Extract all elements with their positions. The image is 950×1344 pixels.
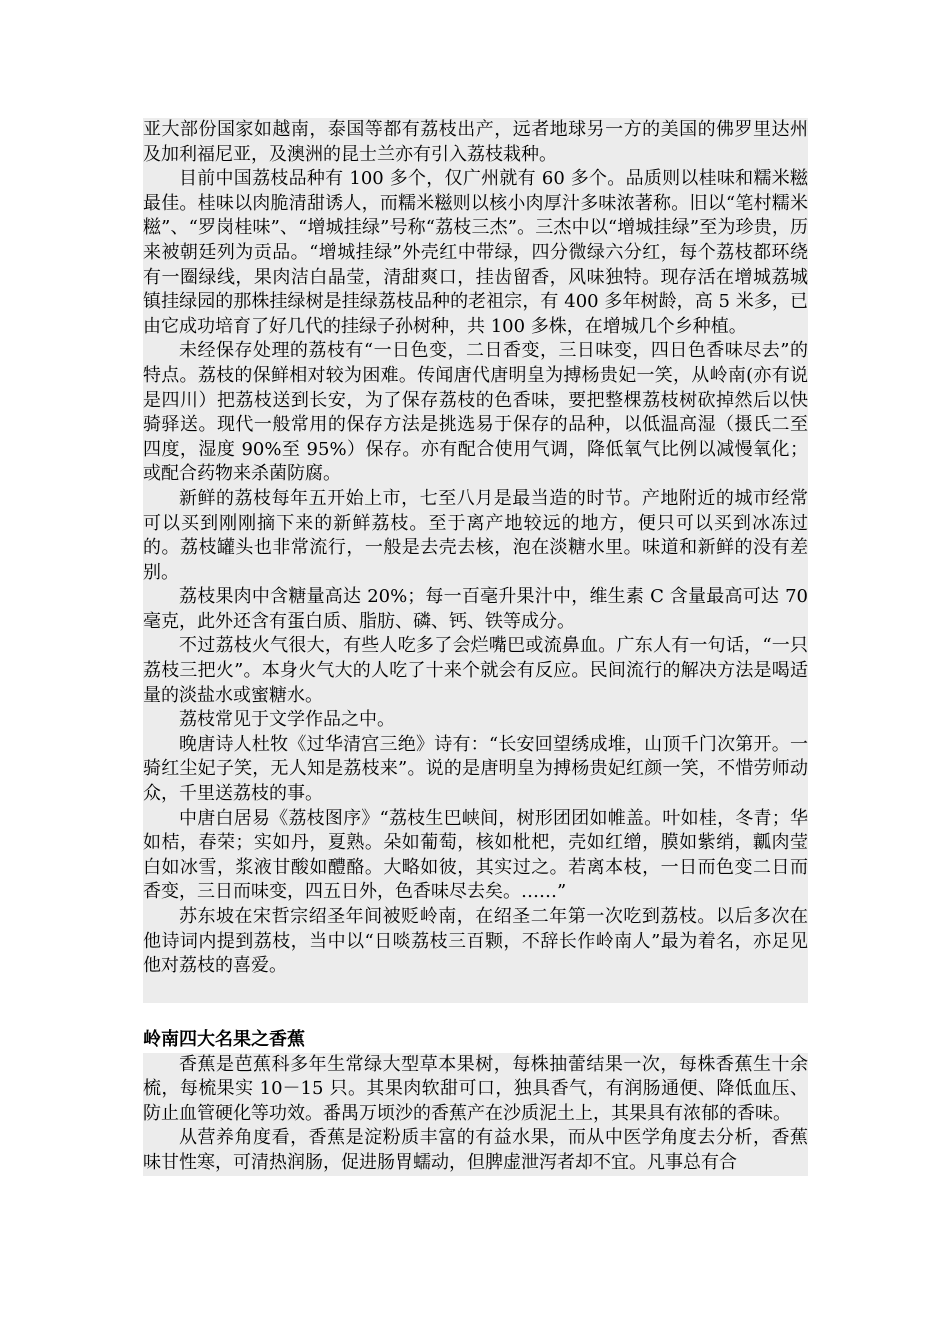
banana-section: [143, 1053, 808, 1176]
lychee-section: [143, 118, 808, 1003]
paragraph: 未经保存处理的荔枝有“一日色变，二日香变，三日味变，四日色香味尽去”的特点。荔枝的保鲜相对较为困难。传闻唐代唐明皇为搏杨贵妃一笑，从岭南(亦有说是四川）把荔枝送到长安，为了保存荔枝的色香味，要把整棵荔枝树砍掉然后以快骑驿送。现代一般常用的保存方法是挑选易于保存的品种，以低温高湿（摄氏二至四度，湿度 90%至 95%）保存。亦有配合使用气调，降低氧气比例以减慢氧化；或配合药物来杀菌防腐。: [143, 340, 808, 485]
paragraph: 晚唐诗人杜牧《过华清宫三绝》诗有：“长安回望绣成堆，山顶千门次第开。一骑红尘妃子笑，无人知是荔枝来”。说的是唐明皇为搏杨贵妃红颜一笑，不惜劳师动众，千里送荔枝的事。: [143, 733, 808, 805]
paragraph: 香蕉是芭蕉科多年生常绿大型草本果树，每株抽蕾结果一次，每株香蕉生十余梳，每梳果实 10－15 只。其果肉软甜可口，独具香气，有润肠通便、降低血压、防止血管硬化等功效。番禺万顷沙的香蕉产在沙质泥土上，其果具有浓郁的香味。: [143, 1053, 808, 1124]
paragraph: 新鲜的荔枝每年五开始上市，七至八月是最当造的时节。产地附近的城市经常可以买到刚刚摘下来的新鲜荔枝。至于离产地较远的地方，便只可以买到冰冻过的。荔枝罐头也非常流行，一般是去壳去核，泡在淡糖水里。味道和新鲜的没有差别。: [143, 487, 808, 583]
page-content: [143, 118, 808, 1176]
section-heading: 岭南四大名果之香蕉: [143, 1028, 808, 1053]
paragraph: 亚大部份国家如越南，泰国等都有荔枝出产，远者地球另一方的美国的佛罗里达州及加利福尼亚，及澳洲的昆士兰亦有引入荔枝栽种。: [143, 119, 808, 165]
paragraph: 中唐白居易《荔枝图序》“荔枝生巴峡间，树形团团如帷盖。叶如桂，冬青；华如桔，春荣；实如丹，夏熟。朵如葡萄，核如枇杷，壳如红缯，膜如紫绡，瓤肉莹白如冰雪，浆液甘酸如醴酪。大略如彼，其实过之。若离本枝，一日而色变二日而香变，三日而味变，四五日外，色香味尽去矣。……”: [143, 807, 808, 903]
paragraph: 不过荔枝火气很大，有些人吃多了会烂嘴巴或流鼻血。广东人有一句话，“一只荔枝三把火”。本身火气大的人吃了十来个就会有反应。民间流行的解决方法是喝适量的淡盐水或蜜糖水。: [143, 635, 808, 706]
paragraph: 目前中国荔枝品种有 100 多个，仅广州就有 60 多个。品质则以桂味和糯米糍最佳。桂味以肉脆清甜诱人，而糯米糍则以核小肉厚汁多味浓著称。旧以“笔村糯米糍”、“罗岗桂味”、“增城挂绿”号称“荔枝三杰”。三杰中以“增城挂绿”至为珍贵，历来被朝廷列为贡品。“增城挂绿”外壳红中带绿，四分微绿六分红，每个荔枝都环绕有一圈绿线，果肉洁白晶莹，清甜爽口，挂齿留香，风味独特。现存活在增城荔城镇挂绿园的那株挂绿树是挂绿荔枝品种的老祖宗，有 400 多年树龄，高 5 米多，已由它成功培育了好几代的挂绿子孙树种，共 100 多株，在增城几个乡种植。: [143, 168, 808, 337]
paragraph: 苏东坡在宋哲宗绍圣年间被贬岭南，在绍圣二年第一次吃到荔枝。以后多次在他诗词内提到荔枝，当中以“日啖荔枝三百颗，不辞长作岭南人”最为着名，亦足见他对荔枝的喜爱。: [143, 906, 808, 977]
paragraph: 从营养角度看，香蕉是淀粉质丰富的有益水果，而从中医学角度去分析，香蕉味甘性寒，可清热润肠，促进肠胃蠕动，但脾虚泄泻者却不宜。凡事总有合: [143, 1127, 808, 1173]
paragraph: 荔枝果肉中含糖量高达 20%；每一百毫升果汁中，维生素 C 含量最高可达 70 毫克，此外还含有蛋白质、脂肪、磷、钙、铁等成分。: [143, 586, 808, 632]
blank-line: [143, 979, 808, 1004]
paragraph: 荔枝常见于文学作品之中。: [179, 709, 395, 731]
section-spacer: [143, 1003, 808, 1028]
